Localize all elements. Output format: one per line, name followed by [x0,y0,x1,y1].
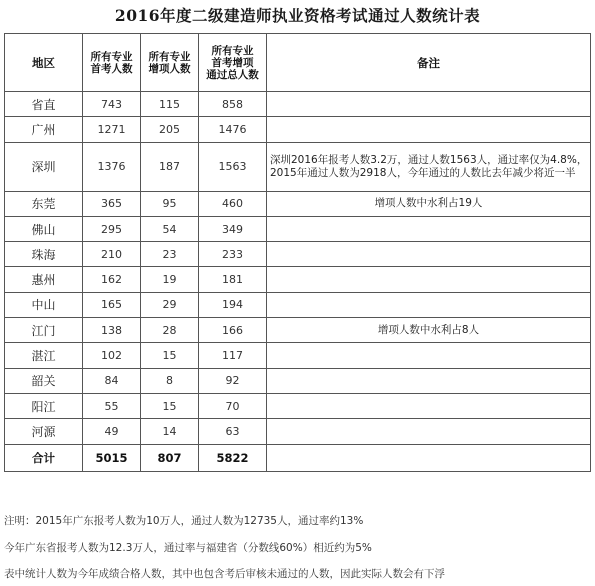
cell-total-pass: 233 [199,242,267,267]
cell-add-exam: 19 [141,267,199,292]
cell-remark: 增项人数中水利占19人 [267,191,591,216]
cell-region: 韶关 [5,368,83,393]
cell-total-pass: 166 [199,318,267,343]
table-row [5,343,591,368]
cell-first-exam: 55 [83,393,141,418]
cell-total-pass: 349 [199,216,267,241]
cell-remark [267,419,591,444]
table-row [5,242,591,267]
table-row [5,142,591,191]
cell-first-exam: 210 [83,242,141,267]
cell-remark [267,292,591,317]
header-total-pass-line2: 首考增项 [211,56,254,69]
cell-region: 佛山 [5,216,83,241]
cell-first-exam: 295 [83,216,141,241]
note-line-1: 注明：2015年广东报考人数为10万人，通过人数为12735人，通过率约13% [4,515,364,527]
cell-first-exam: 743 [83,92,141,117]
cell-total-pass: 117 [199,343,267,368]
header-total-pass [199,34,267,92]
total-pass: 5822 [199,444,267,471]
header-add-exam-line1: 所有专业 [148,50,191,63]
cell-add-exam: 205 [141,117,199,142]
cell-add-exam: 29 [141,292,199,317]
total-first-exam: 5015 [83,444,141,471]
table-row [5,117,591,142]
table-title: 2016年度二级建造师执业资格考试通过人数统计表 [114,6,481,25]
cell-region: 珠海 [5,242,83,267]
cell-region: 东莞 [5,191,83,216]
table-row [5,393,591,418]
cell-add-exam: 28 [141,318,199,343]
cell-first-exam: 165 [83,292,141,317]
cell-remark [267,267,591,292]
table-row [5,267,591,292]
cell-remark [267,242,591,267]
cell-first-exam: 1376 [83,142,141,191]
table-row [5,191,591,216]
cell-remark [267,368,591,393]
header-region: 地区 [5,34,83,92]
table-row [5,318,591,343]
cell-add-exam: 15 [141,343,199,368]
cell-first-exam: 102 [83,343,141,368]
cell-add-exam: 23 [141,242,199,267]
note-line-3: 表中统计人数为今年成绩合格人数，其中也包含考后审核未通过的人数，因此实际人数会有下浮 [4,568,445,580]
table-row [5,216,591,241]
cell-add-exam: 14 [141,419,199,444]
table-body [5,92,591,472]
table-row [5,292,591,317]
cell-region: 江门 [5,318,83,343]
cell-remark [267,343,591,368]
table-header-row [5,34,591,92]
cell-region: 省直 [5,92,83,117]
cell-remark [267,117,591,142]
cell-first-exam: 1271 [83,117,141,142]
cell-remark [267,216,591,241]
cell-total-pass: 92 [199,368,267,393]
statistics-table [4,33,591,472]
cell-region: 河源 [5,419,83,444]
header-add-exam-line2: 增项人数 [148,62,191,75]
cell-first-exam: 162 [83,267,141,292]
cell-total-pass: 63 [199,419,267,444]
cell-total-pass: 858 [199,92,267,117]
header-first-exam-line1: 所有专业 [90,50,133,63]
cell-total-pass: 194 [199,292,267,317]
cell-remark [267,92,591,117]
cell-region: 广州 [5,117,83,142]
cell-first-exam: 138 [83,318,141,343]
cell-add-exam: 115 [141,92,199,117]
total-row [5,444,591,471]
cell-region: 惠州 [5,267,83,292]
header-add-exam [141,34,199,92]
cell-add-exam: 95 [141,191,199,216]
cell-add-exam: 54 [141,216,199,241]
cell-first-exam: 84 [83,368,141,393]
table-row [5,92,591,117]
note-line-2: 今年广东省报考人数为12.3万人，通过率与福建省（分数线60%）相近约为5% [4,542,372,554]
cell-total-pass: 1563 [199,142,267,191]
total-label: 合计 [5,444,83,471]
total-add-exam: 807 [141,444,199,471]
header-total-pass-line3: 通过总人数 [206,68,259,81]
cell-total-pass: 70 [199,393,267,418]
cell-first-exam: 49 [83,419,141,444]
cell-total-pass: 1476 [199,117,267,142]
cell-add-exam: 8 [141,368,199,393]
cell-region: 中山 [5,292,83,317]
cell-first-exam: 365 [83,191,141,216]
cell-total-pass: 181 [199,267,267,292]
cell-remark: 增项人数中水利占8人 [267,318,591,343]
cell-region: 深圳 [5,142,83,191]
header-first-exam-line2: 首考人数 [90,62,133,75]
table-row [5,368,591,393]
header-first-exam [83,34,141,92]
cell-add-exam: 187 [141,142,199,191]
cell-region: 阳江 [5,393,83,418]
cell-total-pass: 460 [199,191,267,216]
cell-add-exam: 15 [141,393,199,418]
cell-remark [267,393,591,418]
cell-remark: 深圳2016年报考人数3.2万，通过人数1563人，通过率仅为4.8%，2015年通过人数为2918人，今年通过的人数比去年减少将近一半 [267,142,591,191]
header-remark: 备注 [267,34,591,92]
cell-region: 湛江 [5,343,83,368]
table-row [5,419,591,444]
header-total-pass-line1: 所有专业 [211,44,254,57]
total-remark [267,444,591,471]
